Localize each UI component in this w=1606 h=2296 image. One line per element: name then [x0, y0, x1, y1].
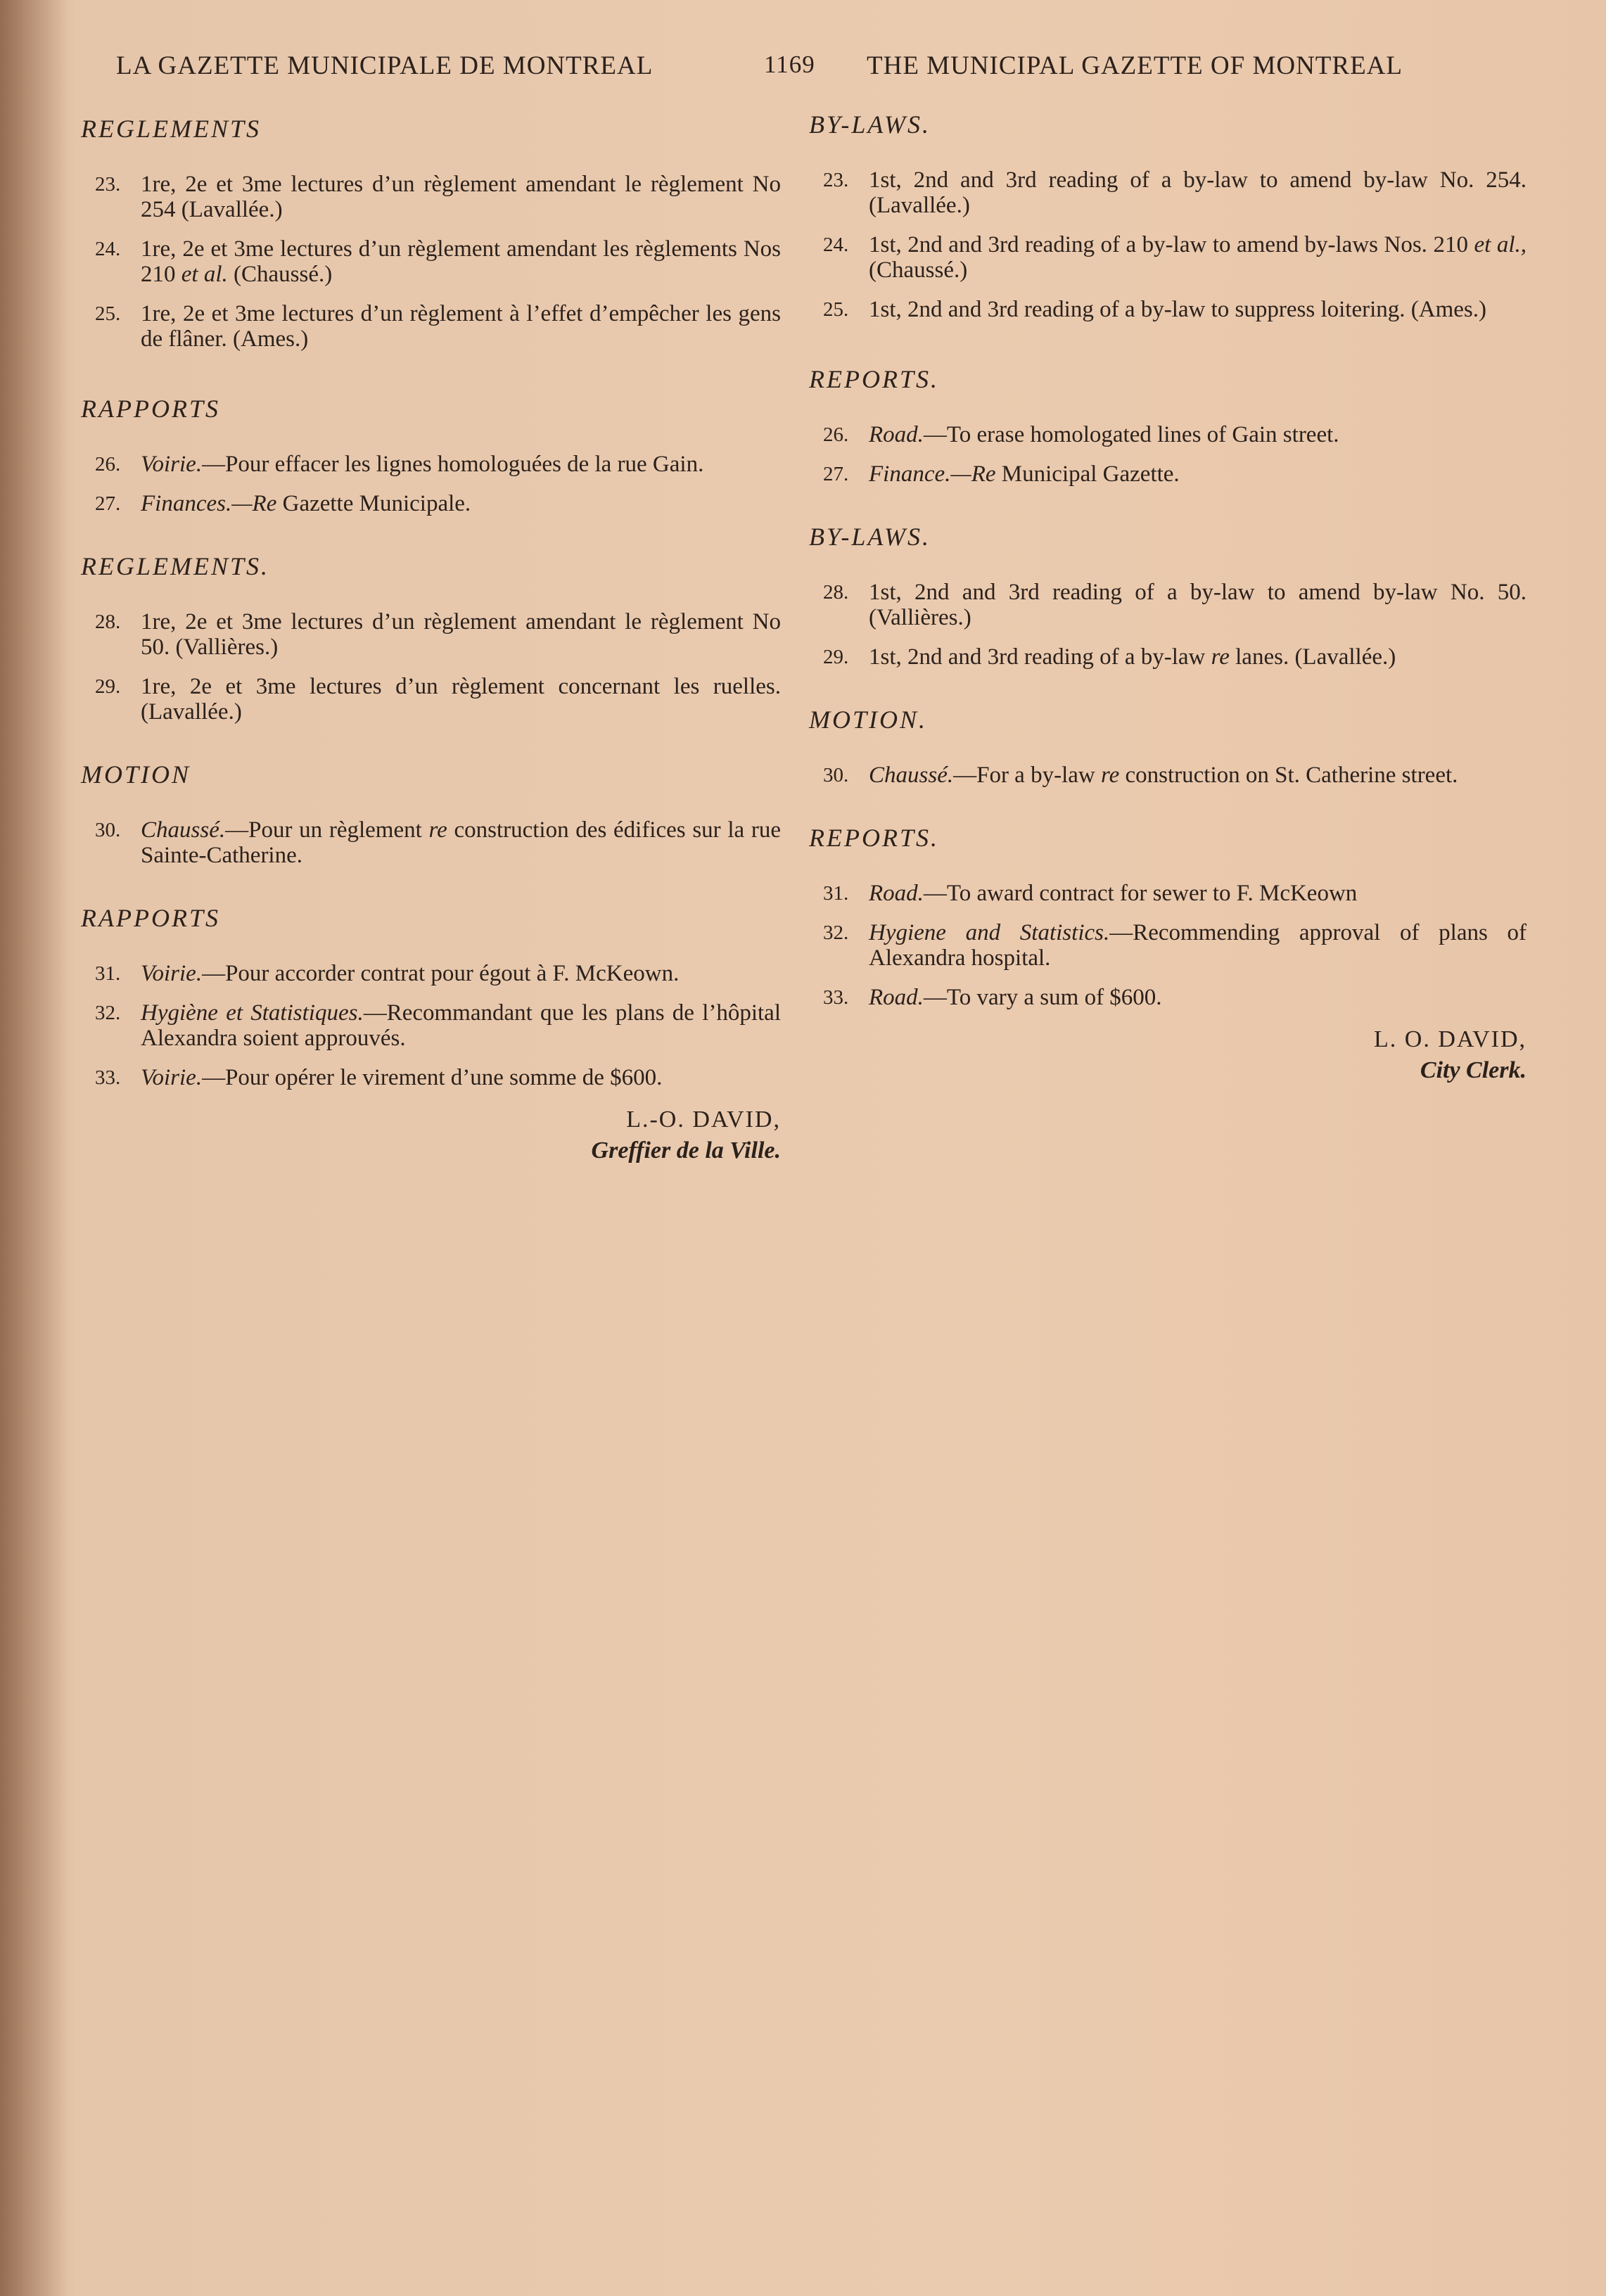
agenda-item — [81, 817, 781, 868]
en-section-bylaws-2 — [809, 522, 1527, 670]
section-heading: BY-LAWS. — [809, 110, 931, 139]
item-number: 28. — [823, 581, 849, 604]
section-heading: RAPPORTS — [81, 904, 220, 932]
item-number: 25. — [95, 302, 121, 325]
item-text: (Chaussé.) — [869, 257, 968, 283]
item-text: Gazette Municipale. — [276, 491, 471, 516]
item-emphasis: et al., — [1474, 232, 1527, 257]
fr-section-reglements-1 — [81, 114, 781, 352]
item-number: 33. — [823, 986, 849, 1009]
en-section-bylaws-1 — [809, 110, 1527, 322]
agenda-item — [81, 1000, 781, 1051]
item-number: 26. — [823, 423, 849, 446]
item-text: 1st, 2nd and 3rd reading of a by-law to amend by-law No. 50. (Vallières.) — [869, 580, 1527, 630]
agenda-item — [809, 422, 1527, 447]
signature-name: L. O. DAVID, — [1374, 1026, 1527, 1052]
item-number: 28. — [95, 611, 121, 633]
item-emphasis: re — [1100, 763, 1120, 788]
item-text: 1st, 2nd and 3rd reading of a by-law to amend by-law No. 254. (Lavallée.) — [869, 167, 1527, 218]
item-emphasis: re — [428, 817, 447, 843]
item-emphasis: Chaussé. — [869, 763, 954, 788]
section-heading: REPORTS. — [809, 824, 939, 852]
running-head-english: THE MUNICIPAL GAZETTE OF MONTREAL — [867, 51, 1403, 80]
agenda-item — [809, 167, 1527, 218]
agenda-item — [809, 580, 1527, 630]
agenda-item — [809, 881, 1527, 906]
item-text: —To erase homologated lines of Gain street. — [923, 422, 1339, 447]
signature-title: Greffier de la Ville. — [591, 1137, 781, 1163]
item-emphasis: re — [1211, 644, 1230, 670]
item-number: 23. — [95, 173, 121, 196]
item-text: construction des édifices sur la rue Sainte-Catherine. — [141, 817, 782, 868]
item-emphasis: Finances.—Re — [141, 491, 277, 516]
en-section-motion — [809, 705, 1527, 788]
item-text: 1re, 2e et 3me lectures d’un règlement à l’effet d’empêcher les gens de flâner. (Ames.) — [141, 301, 781, 352]
fr-section-rapports-1 — [81, 394, 781, 516]
fr-section-reglements-2 — [81, 551, 781, 725]
item-number: 29. — [823, 646, 849, 668]
item-emphasis: Voirie. — [141, 1065, 203, 1090]
item-emphasis: Hygiène et Statistiques. — [141, 1000, 364, 1026]
item-number: 32. — [95, 1002, 121, 1024]
item-number: 27. — [95, 492, 121, 515]
signature-block — [809, 1024, 1527, 1086]
item-text: —Pour un règlement — [225, 817, 429, 843]
english-column — [809, 106, 1527, 1083]
en-section-reports-1 — [809, 364, 1527, 487]
agenda-item — [809, 232, 1527, 283]
item-text: 1re, 2e et 3me lectures d’un règlement amendant le règlement No 50. (Vallières.) — [141, 609, 781, 660]
agenda-item — [81, 609, 781, 660]
item-emphasis: Hygiene and Statistics. — [869, 920, 1110, 945]
item-text: Municipal Gazette. — [995, 461, 1180, 487]
agenda-item — [809, 297, 1527, 322]
item-number: 30. — [823, 764, 849, 786]
item-number: 32. — [823, 921, 849, 944]
item-number: 31. — [95, 962, 121, 985]
item-text: 1st, 2nd and 3rd reading of a by-law — [869, 644, 1211, 670]
item-number: 33. — [95, 1066, 121, 1089]
signature-title: City Clerk. — [1420, 1057, 1527, 1083]
en-section-reports-2 — [809, 823, 1527, 1086]
agenda-item — [809, 920, 1527, 971]
item-text: —Pour accorder contrat pour égout à F. McKeown. — [202, 961, 680, 986]
agenda-item — [81, 674, 781, 725]
agenda-item — [81, 961, 781, 986]
item-text: 1re, 2e et 3me lectures d’un règlement amendant le règlement No 254 (Lavallée.) — [141, 172, 781, 222]
agenda-item — [81, 172, 781, 222]
item-text: —For a by-law — [953, 763, 1101, 788]
item-number: 27. — [823, 463, 849, 485]
agenda-item — [809, 763, 1527, 788]
section-heading: REPORTS. — [809, 365, 939, 393]
item-number: 31. — [823, 882, 849, 905]
section-heading: REGLEMENTS — [81, 115, 262, 143]
item-number: 24. — [95, 238, 121, 260]
item-number: 23. — [823, 169, 849, 191]
agenda-item — [809, 461, 1527, 487]
page-number: 1169 — [764, 51, 815, 78]
item-text: —Pour effacer les lignes homologuées de la rue Gain. — [202, 452, 704, 477]
item-emphasis: Finance.—Re — [869, 461, 996, 487]
agenda-item — [81, 452, 781, 477]
item-number: 25. — [823, 298, 849, 321]
signature-name: L.-O. DAVID, — [626, 1106, 781, 1133]
section-heading: MOTION. — [809, 706, 928, 734]
signature-block — [81, 1104, 781, 1166]
item-text: —Recommending approval of plans of Alexandra hospital. — [869, 920, 1527, 971]
section-heading: RAPPORTS — [81, 395, 220, 423]
french-column — [81, 106, 782, 1163]
item-text: construction on St. Catherine street. — [1119, 763, 1458, 788]
agenda-item — [81, 236, 781, 287]
section-heading: MOTION — [81, 760, 191, 789]
section-heading: BY-LAWS. — [809, 523, 931, 551]
section-heading: REGLEMENTS. — [81, 552, 270, 580]
agenda-item — [809, 985, 1527, 1010]
fr-section-rapports-2 — [81, 903, 781, 1166]
item-number: 24. — [823, 234, 849, 256]
item-emphasis: Voirie. — [141, 961, 203, 986]
item-text: 1st, 2nd and 3rd reading of a by-law to suppress loitering. (Ames.) — [869, 297, 1486, 322]
item-text: lanes. (Lavallée.) — [1229, 644, 1396, 670]
item-emphasis: Road. — [869, 881, 924, 906]
binding-shadow — [0, 0, 67, 2296]
item-emphasis: Voirie. — [141, 452, 203, 477]
running-head-french: LA GAZETTE MUNICIPALE DE MONTREAL — [116, 51, 654, 80]
agenda-item — [81, 301, 781, 352]
fr-section-motion — [81, 760, 781, 868]
item-emphasis: Road. — [869, 985, 924, 1010]
agenda-item — [809, 644, 1527, 670]
item-number: 29. — [95, 675, 121, 698]
agenda-item — [81, 491, 781, 516]
item-text: —Recommandant que les plans de l’hôpital Alexandra soient approuvés. — [141, 1000, 781, 1051]
item-emphasis: Road. — [869, 422, 924, 447]
item-number: 30. — [95, 819, 121, 841]
item-text: —Pour opérer le virement d’une somme de $600. — [202, 1065, 663, 1090]
item-text: —To award contract for sewer to F. McKeown — [923, 881, 1358, 906]
item-text: 1re, 2e et 3me lectures d’un règlement concernant les ruelles. (Lavallée.) — [141, 674, 781, 725]
item-text: 1re, 2e et 3me lectures d’un règlement amendant les règlements Nos 210 — [141, 236, 781, 287]
item-text: 1st, 2nd and 3rd reading of a by-law to amend by-laws Nos. 210 — [869, 232, 1474, 257]
item-emphasis: et al. — [181, 262, 228, 287]
item-number: 26. — [95, 453, 121, 476]
item-text: —To vary a sum of $600. — [923, 985, 1162, 1010]
item-text: (Chaussé.) — [227, 262, 333, 287]
item-emphasis: Chaussé. — [141, 817, 226, 843]
agenda-item — [81, 1065, 781, 1090]
